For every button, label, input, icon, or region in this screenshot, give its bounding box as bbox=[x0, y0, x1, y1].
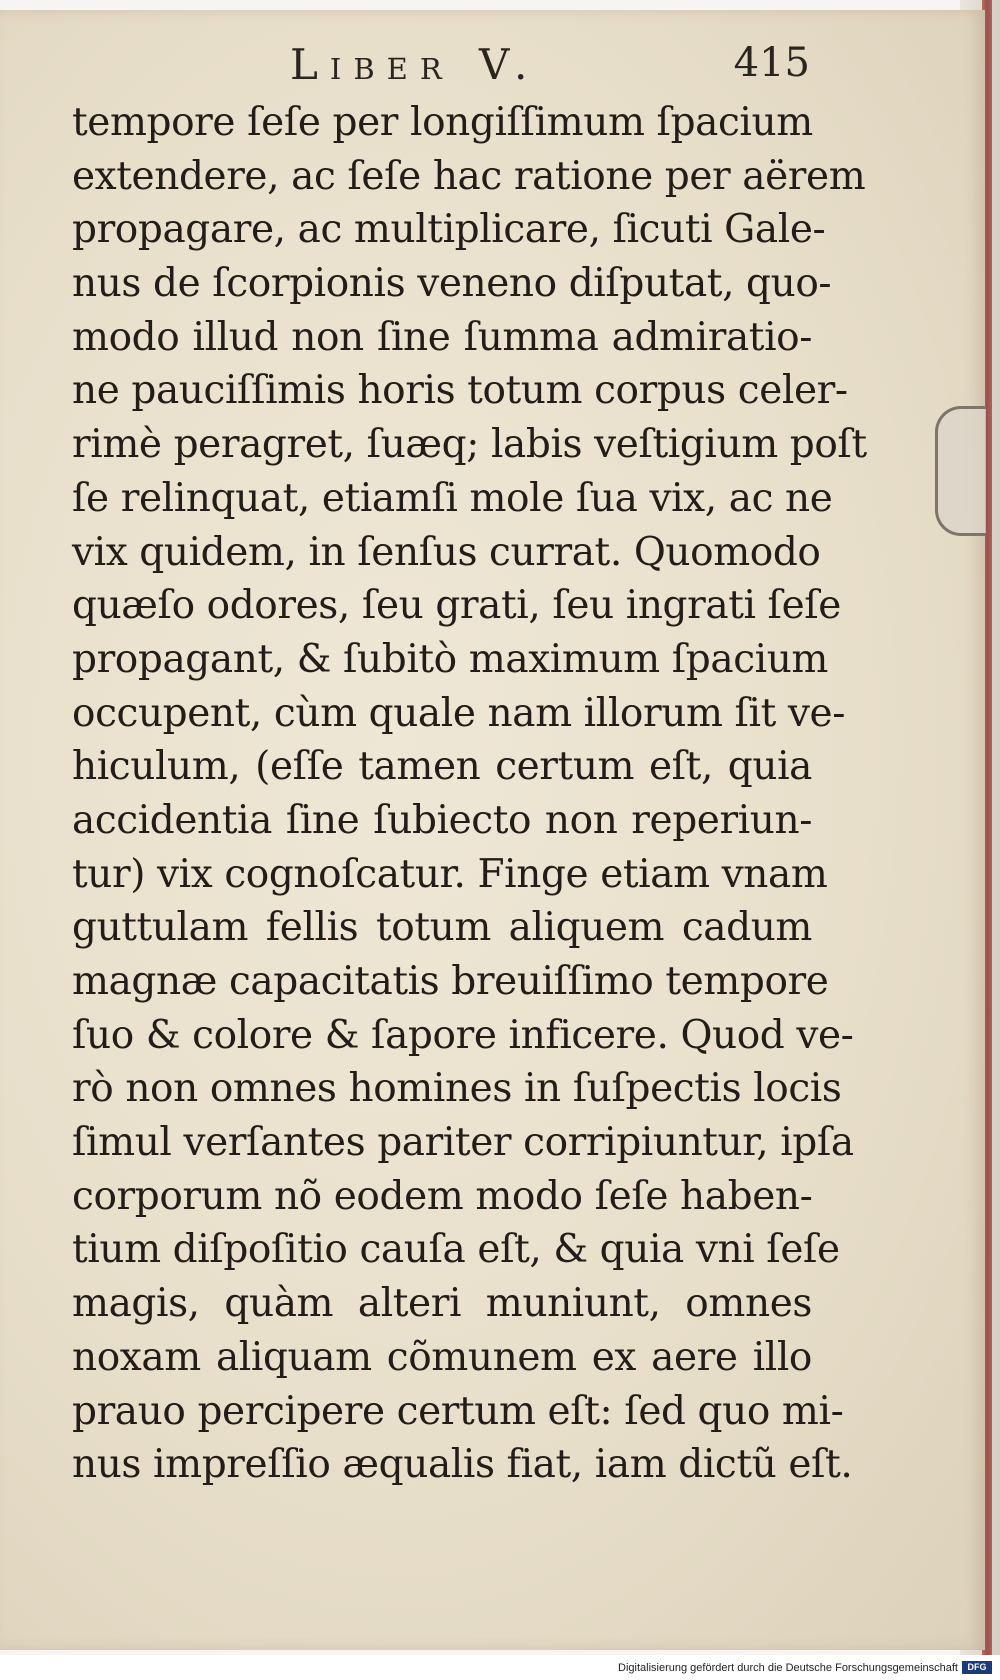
text-line: guttulam fellis totum aliquem cadum bbox=[72, 905, 812, 951]
text-line: ſimul verſantes pariter corripiuntur, ipſa bbox=[72, 1120, 854, 1166]
text-line: nus de ſcorpionis veneno diſputat, quo- bbox=[72, 261, 832, 307]
text-line: tur) vix cognoſcatur. Finge etiam vnam bbox=[72, 851, 828, 897]
page-clip bbox=[935, 406, 986, 536]
page-number: 415 bbox=[733, 40, 810, 86]
text-line: magnæ capacitatis breuiſſimo tempore bbox=[72, 959, 829, 1004]
text-line: tium diſpoſitio cauſa eſt, & quia vni ſeſe bbox=[72, 1227, 840, 1273]
running-title: Liber V. bbox=[290, 40, 540, 89]
text-line: propagant, & ſubitò maximum ſpacium bbox=[72, 636, 829, 682]
text-line: tempore ſeſe per longiſſimum ſpacium bbox=[72, 100, 813, 145]
text-line: quæſo odores, ſeu grati, ſeu ingrati ſeſe bbox=[72, 583, 841, 629]
text-line: prauo percipere certum eſt: ſed quo mi- bbox=[72, 1388, 844, 1434]
text-line: hiculum, (eſſe tamen certum eſt, quia bbox=[72, 744, 812, 790]
text-line: rò non omnes homines in ſuſpectis locis bbox=[72, 1066, 842, 1112]
dfg-logo: DFG bbox=[962, 1661, 992, 1674]
text-line: nus impreſſio æqualis fiat, iam dictũ eſt. bbox=[72, 1442, 853, 1488]
text-line: magis, quàm alteri muniunt, omnes bbox=[72, 1281, 812, 1327]
text-line: noxam aliquam cõmunem ex aere illo bbox=[72, 1334, 812, 1380]
text-line: ſuo & colore & ſapore inficere. Quod ve- bbox=[72, 1012, 854, 1058]
text-line: occupent, cùm quale nam illorum ſit ve- bbox=[72, 690, 845, 736]
text-line: propagare, ac multiplicare, ſicuti Gale- bbox=[72, 207, 826, 253]
text-line: ſe relinquat, etiamſi mole ſua vix, ac ne bbox=[72, 475, 833, 521]
page-header bbox=[270, 40, 830, 100]
text-line: corporum nõ eodem modo ſeſe haben- bbox=[72, 1173, 813, 1219]
text-line: accidentia ſine ſubiecto non reperiun- bbox=[72, 797, 812, 843]
digitization-credit: Digitalisierung gefördert durch die Deutsche Forschungsgemeinschaft bbox=[618, 1662, 958, 1674]
text-line: vix quidem, in ſenſus currat. Quomodo bbox=[72, 529, 821, 575]
text-line: extendere, ac ſeſe hac ratione per aërem bbox=[72, 153, 866, 199]
text-line: rimè peragret, ſuæq; labis veſtigium poſt bbox=[72, 422, 867, 468]
text-line: modo illud non ſine ſumma admiratio- bbox=[72, 314, 812, 360]
text-line: ne pauciſſimis horis totum corpus celer- bbox=[72, 368, 848, 414]
body-text bbox=[72, 96, 867, 1492]
